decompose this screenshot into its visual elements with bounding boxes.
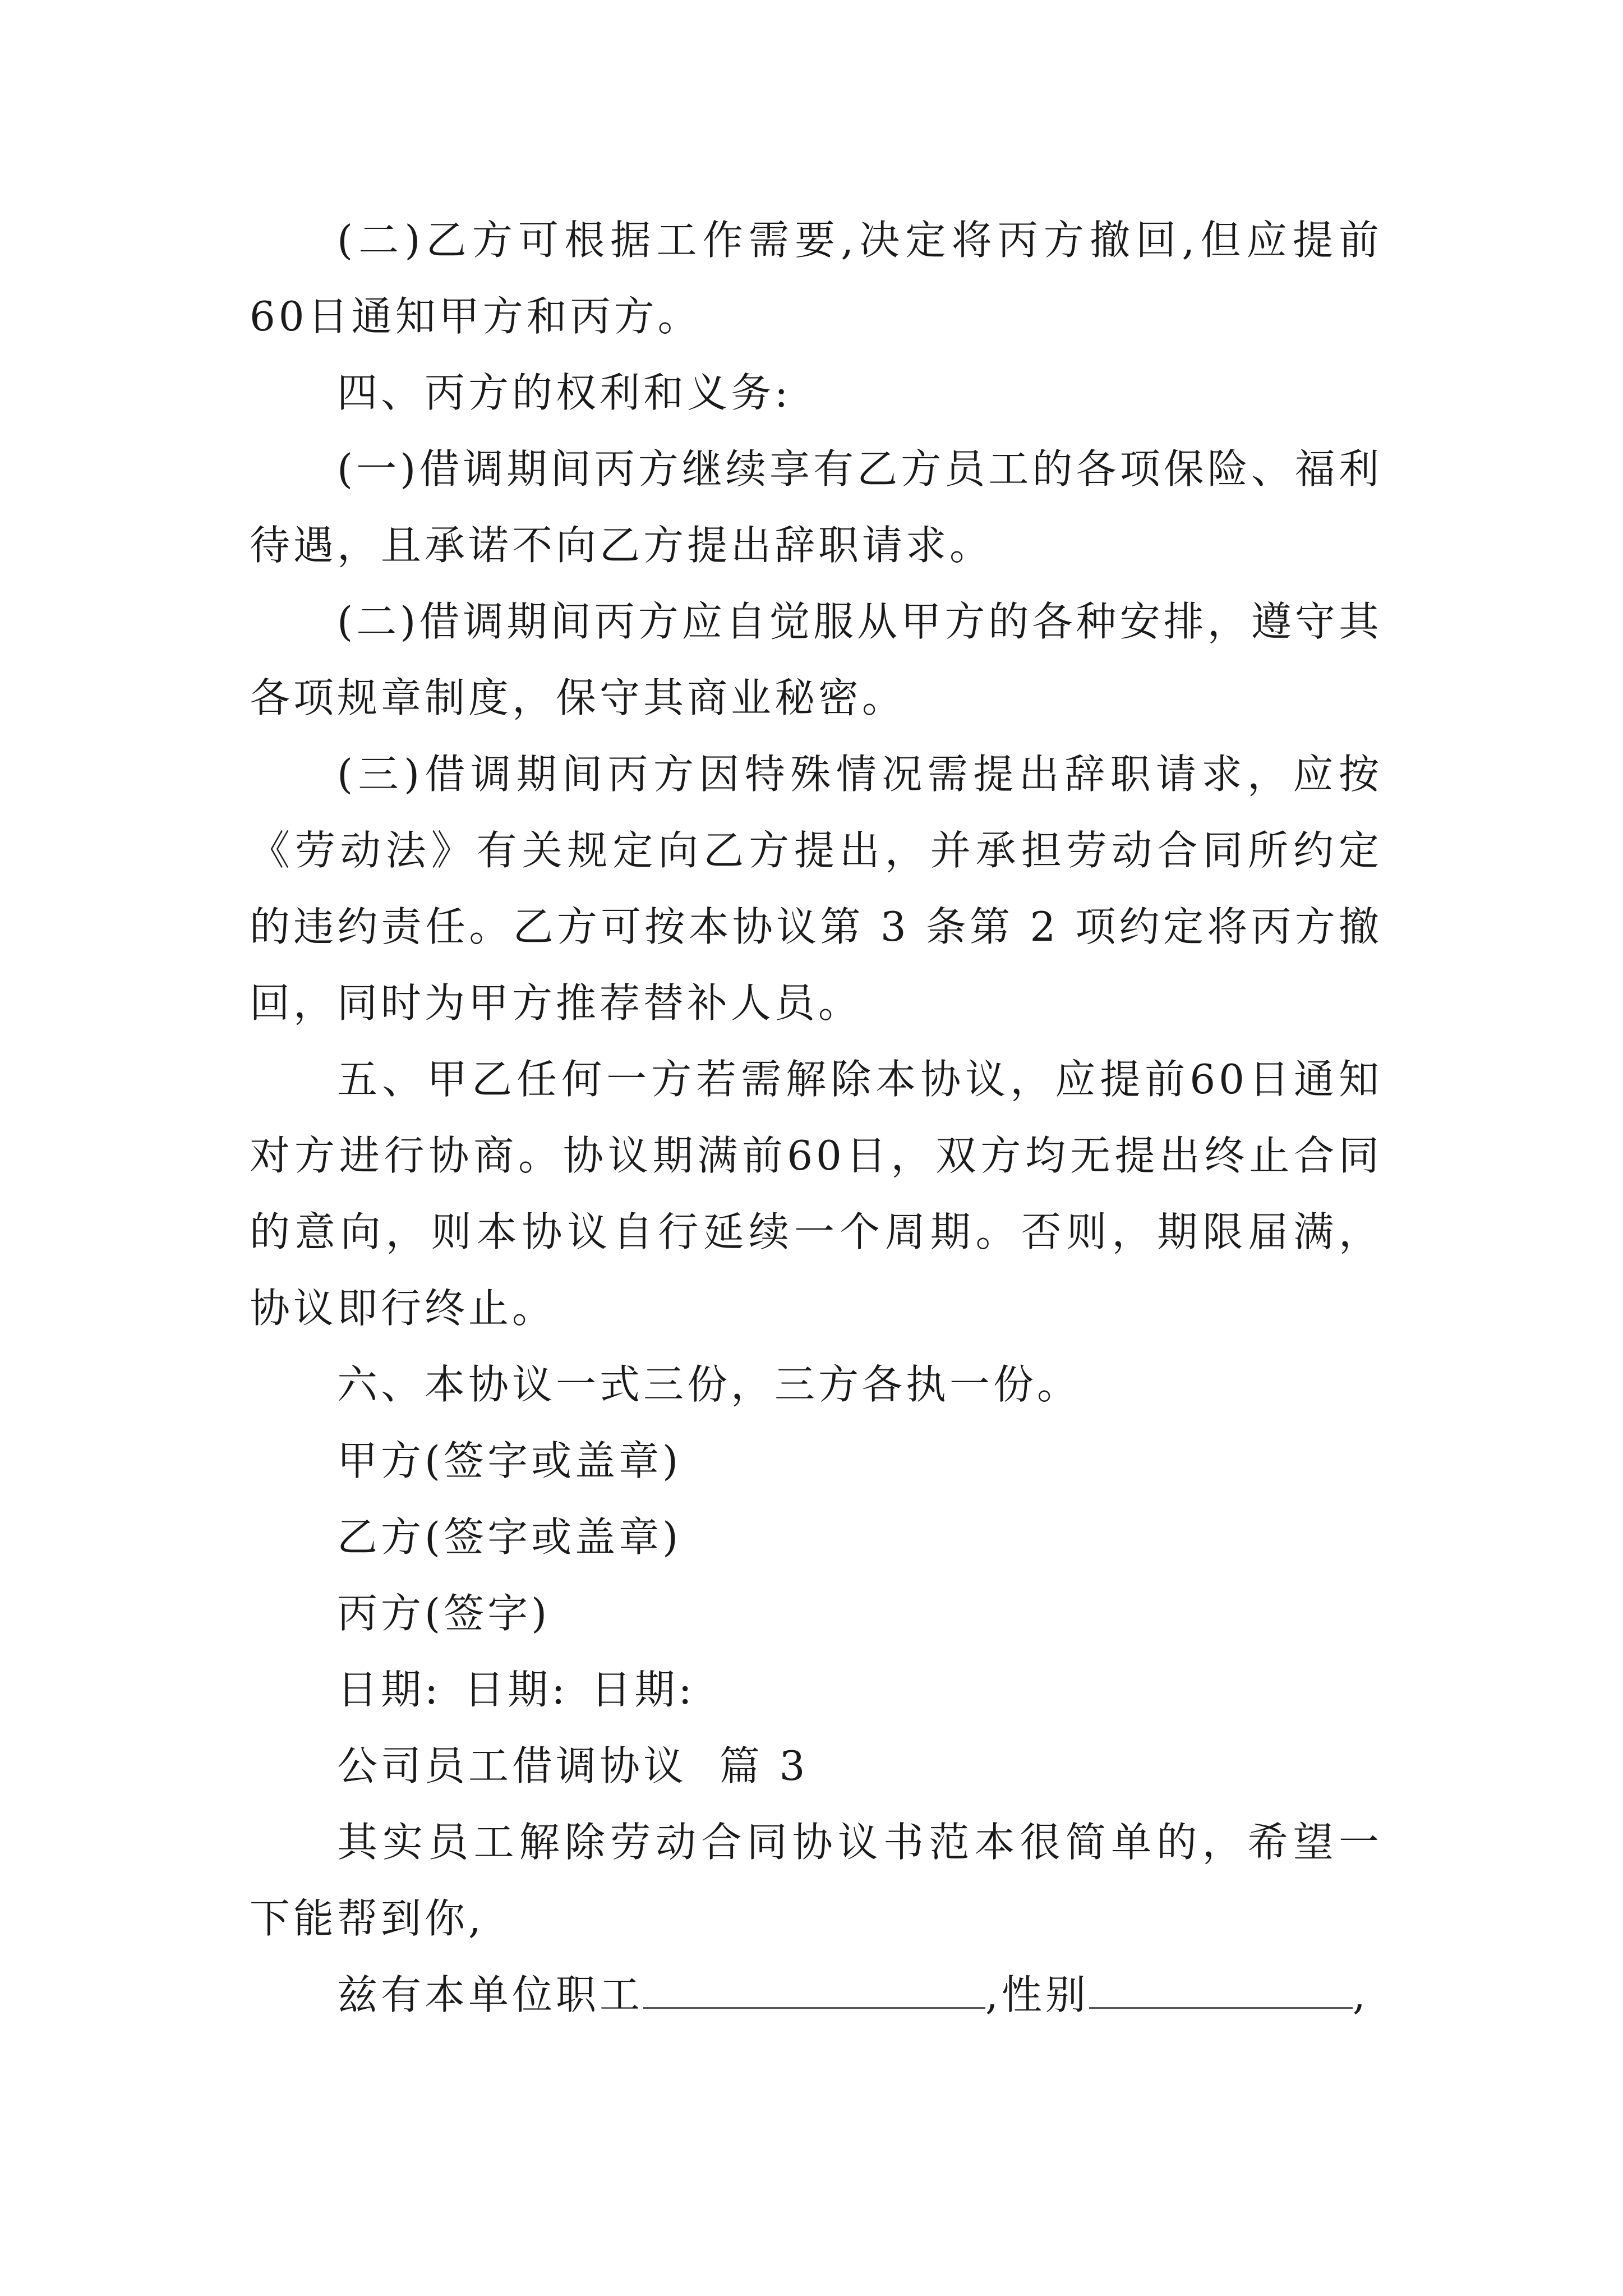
document-body [250,202,1382,2033]
paragraph-benefits-clause: (一)借调期间丙方继续享有乙方员工的各项保险、福利待遇，且承诺不向乙方提出辞职请求。 [250,445,1382,569]
signature-party-c: 丙方(签字) [337,1590,551,1637]
paragraph-copies-clause: 六、本协议一式三份，三方各执一份。 [337,1361,1081,1408]
paragraph-obey-clause: (二)借调期间丙方应自觉服从甲方的各种安排，遵守其各项规章制度，保守其商业秘密。 [250,598,1382,721]
date-line [250,1651,1382,1728]
form-suffix: , [1352,1971,1369,2018]
section-title: 公司员工借调协议 篇 3 [337,1742,809,1789]
signature-party-b: 乙方(签字或盖章) [337,1513,682,1561]
employee-sex-blank[interactable] [1089,1972,1353,2009]
paragraph-termination-clause: 五、甲乙任何一方若需解除本协议，应提前60日通知对方进行协商。协议期满前60日，双方均无提出终止合同的意向，则本协议自行延续一个周期。否则，期限届满，协议即行终止。 [250,1056,1382,1332]
date-label-c: 日期: [591,1666,695,1713]
paragraph-resignation-clause: (三)借调期间丙方因特殊情况需提出辞职请求，应按《劳动法》有关规定向乙方提出，并承担劳动合同所约定的违约责任。乙方可按本协议第 3 条第 2 项约定将丙方撤回，同时为甲方推荐替补人员。 [250,751,1382,1027]
paragraph-intro: 其实员工解除劳动合同协议书范本很简单的，希望一下能帮到你, [250,1819,1382,1942]
paragraph-recall-clause: (二)乙方可根据工作需要,决定将丙方撤回,但应提前60日通知甲方和丙方。 [250,217,1382,340]
paragraph-section-four-heading: 四、丙方的权利和义务: [337,369,792,416]
form-prefix: 兹有本单位职工 [337,1971,644,2018]
form-line [250,1957,1382,2033]
date-label-a: 日期: [337,1666,442,1713]
form-sex-label: ,性别 [985,1971,1089,2018]
signature-party-a: 甲方(签字或盖章) [337,1437,682,1484]
date-label-b: 日期: [464,1666,569,1713]
employee-name-blank[interactable] [643,1972,985,2009]
